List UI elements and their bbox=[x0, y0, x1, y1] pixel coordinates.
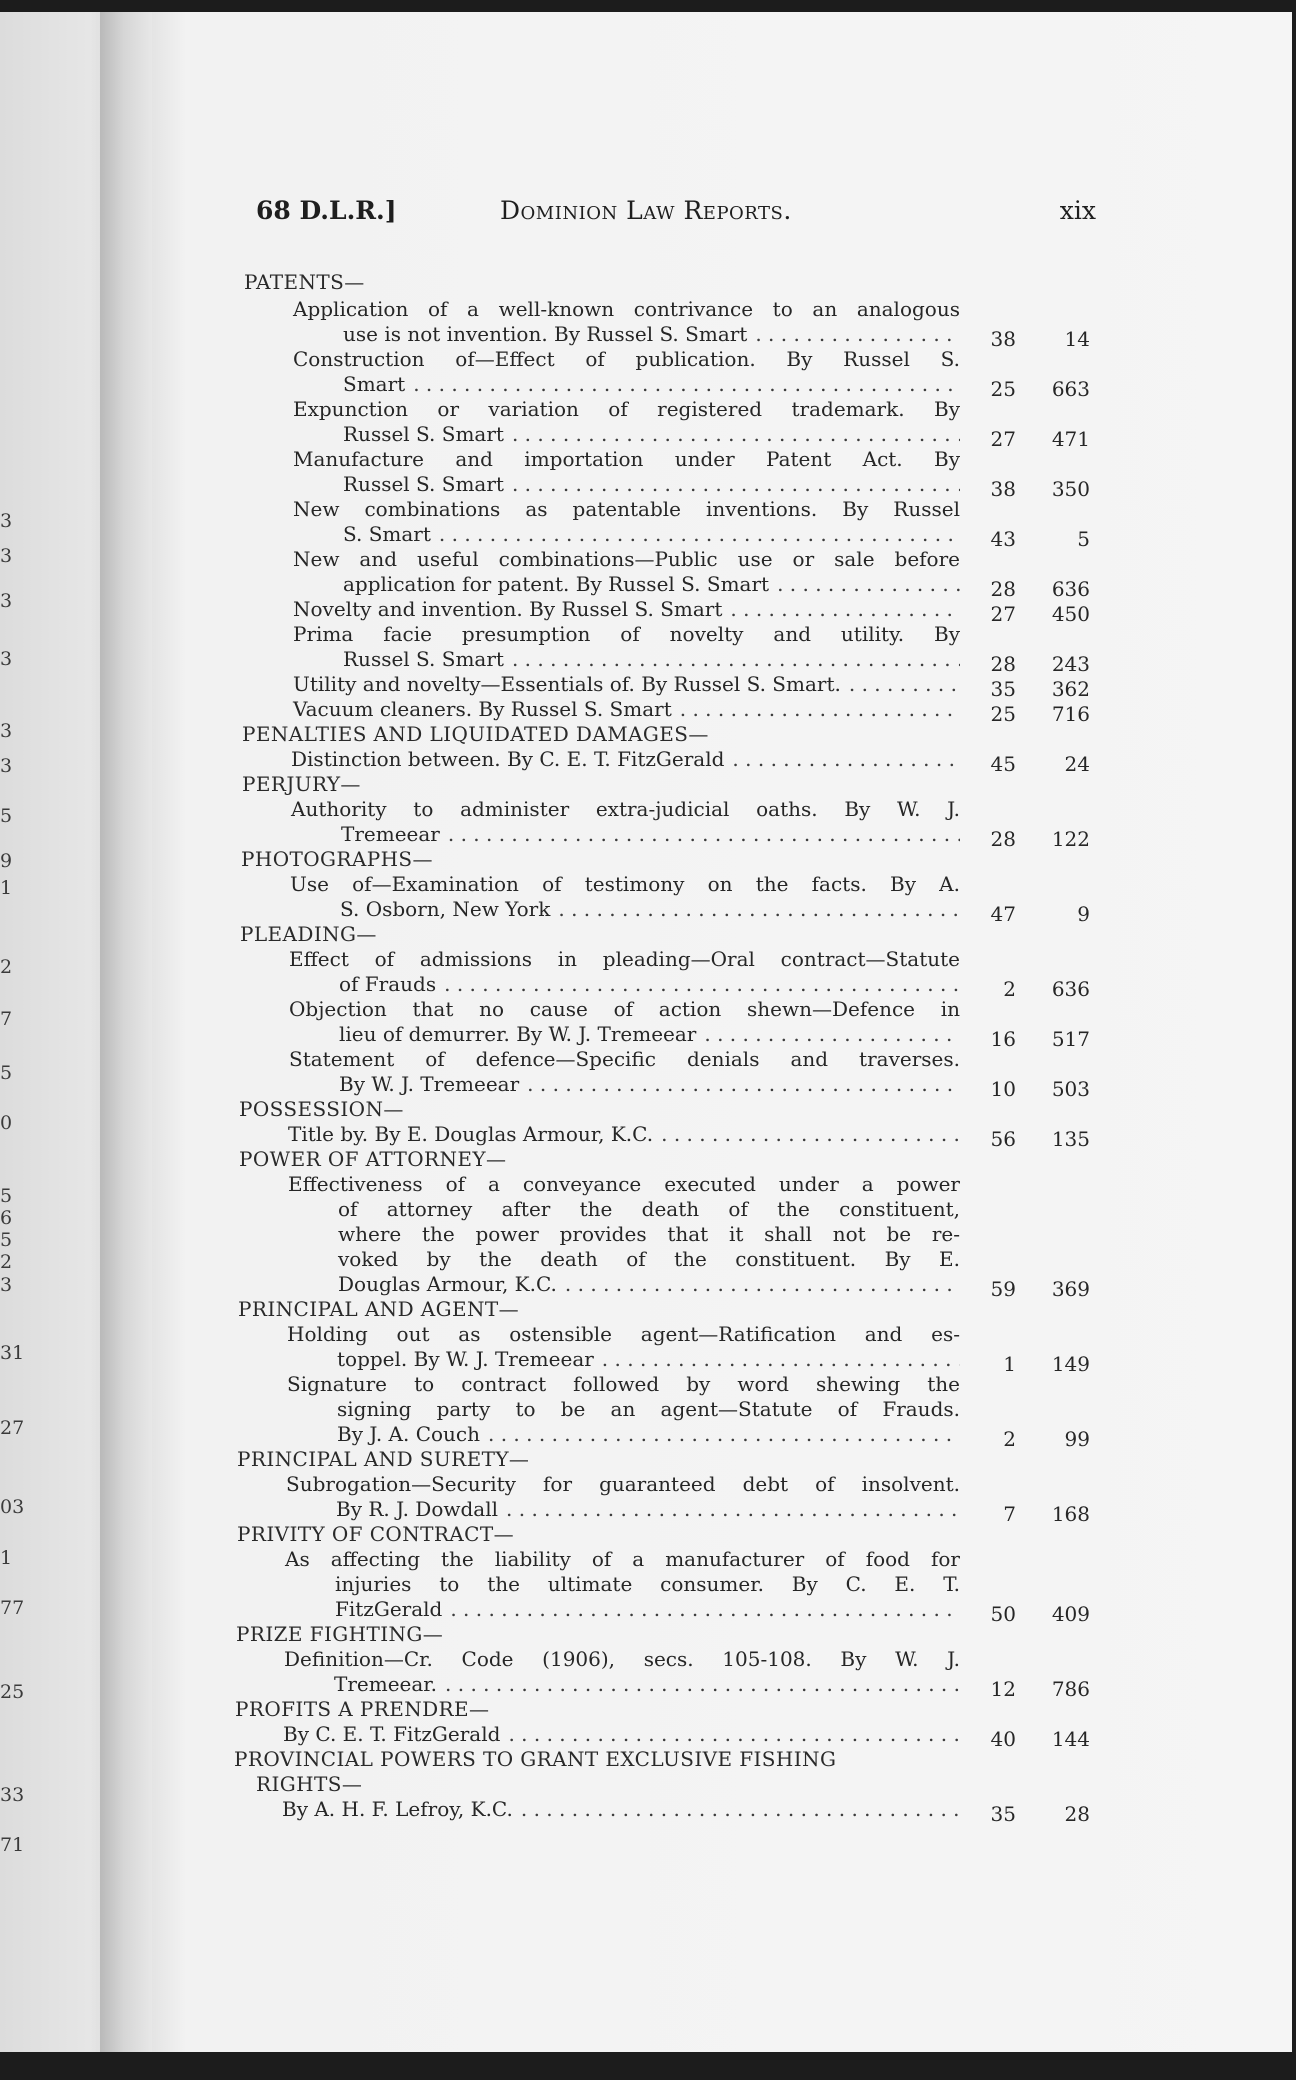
entry-line bbox=[293, 597, 960, 622]
page-reference: 168 bbox=[1051, 1502, 1090, 1526]
page-reference: 144 bbox=[1051, 1727, 1090, 1751]
volume-number: 28 bbox=[990, 577, 1016, 601]
leader-dots bbox=[444, 972, 960, 997]
entry-line: where the power provides that it shall not be re- bbox=[338, 1222, 960, 1246]
entry-line bbox=[293, 372, 960, 397]
page-reference: 636 bbox=[1051, 977, 1090, 1001]
leader-dots bbox=[508, 1722, 960, 1747]
volume-number: 1 bbox=[1003, 1352, 1016, 1376]
subject-heading bbox=[237, 1522, 514, 1547]
volume-number: 47 bbox=[990, 902, 1016, 926]
subject-heading-text: PRIVITY OF CONTRACT— bbox=[237, 1522, 514, 1546]
facing-page-fragment: 3 bbox=[0, 648, 13, 670]
facing-page-fragment: 7 bbox=[0, 1008, 13, 1030]
entry-line: of attorney after the death of the constituent, bbox=[338, 1197, 960, 1221]
index-entry bbox=[285, 1547, 960, 1622]
volume-number: 59 bbox=[990, 1277, 1016, 1301]
facing-page-fragment: 2 bbox=[0, 956, 13, 978]
page-reference: 350 bbox=[1051, 477, 1090, 501]
index-entry bbox=[287, 1372, 960, 1447]
volume-number: 38 bbox=[990, 477, 1016, 501]
volume-number: 56 bbox=[990, 1127, 1016, 1151]
page-reference: 409 bbox=[1051, 1602, 1090, 1626]
subject-heading-text: PLEADING— bbox=[240, 922, 377, 946]
index-entry bbox=[293, 397, 960, 447]
volume-number: 27 bbox=[990, 602, 1016, 626]
facing-page-fragment: 03 bbox=[0, 1496, 25, 1518]
leader-dots bbox=[680, 697, 960, 722]
facing-page-fragment: 77 bbox=[0, 1597, 25, 1619]
subject-heading-text: POSSESSION— bbox=[239, 1097, 404, 1121]
leader-dots bbox=[512, 472, 960, 497]
entry-line bbox=[286, 1497, 960, 1522]
leader-dots bbox=[777, 572, 960, 597]
leader-dots bbox=[849, 672, 960, 697]
facing-page-fragment: 3 bbox=[0, 545, 13, 567]
volume-number: 2 bbox=[1003, 977, 1016, 1001]
entry-line bbox=[287, 1347, 960, 1372]
entry-line: Signature to contract followed by word shewing the bbox=[287, 1372, 960, 1396]
entry-line: injuries to the ultimate consumer. By C. E. T. bbox=[335, 1572, 960, 1596]
page-reference: 24 bbox=[1064, 752, 1090, 776]
entry-line bbox=[293, 697, 960, 722]
page-reference: 149 bbox=[1051, 1352, 1090, 1376]
entry-line-text: use is not invention. By Russel S. Smart bbox=[343, 322, 748, 346]
page-reference: 5 bbox=[1077, 527, 1090, 551]
entry-line bbox=[288, 1122, 960, 1147]
facing-page-fragment: 1 bbox=[0, 1547, 13, 1569]
entry-line: Holding out as ostensible agent—Ratification and es- bbox=[287, 1322, 960, 1346]
entry-line-text: By A. H. F. Lefroy, K.C. bbox=[282, 1797, 513, 1821]
entry-line: Application of a well-known contrivance to an analogous bbox=[293, 297, 960, 321]
page-reference: 362 bbox=[1051, 677, 1090, 701]
subject-heading-text: PROFITS A PRENDRE— bbox=[235, 1697, 490, 1721]
entry-line: New and useful combinations—Public use or sale before bbox=[293, 547, 960, 571]
entry-line bbox=[293, 422, 960, 447]
subject-heading bbox=[235, 1697, 489, 1722]
entry-line-text: Distinction between. By C. E. T. FitzGerald bbox=[291, 747, 725, 771]
entry-line bbox=[293, 647, 960, 672]
entry-line: voked by the death of the constituent. By E. bbox=[338, 1247, 960, 1271]
entry-line bbox=[284, 1672, 960, 1697]
facing-page-fragment: 3 bbox=[0, 590, 13, 612]
entry-line bbox=[293, 522, 960, 547]
index-entry bbox=[293, 547, 960, 597]
index-entry bbox=[293, 597, 960, 622]
entry-line-text: Russel S. Smart bbox=[343, 422, 504, 446]
entry-line: Authority to administer extra-judicial oaths. By W. J. bbox=[291, 797, 960, 821]
entry-line-text: Douglas Armour, K.C. bbox=[338, 1272, 557, 1296]
subject-heading-text: PRINCIPAL AND SURETY— bbox=[237, 1447, 530, 1471]
entry-line bbox=[285, 1597, 960, 1622]
entry-line-text: S. Osborn, New York bbox=[340, 897, 551, 921]
entry-line: Statement of defence—Specific denials and traverses. bbox=[289, 1047, 960, 1071]
leader-dots bbox=[413, 372, 960, 397]
index-entry bbox=[289, 947, 960, 997]
entry-line: signing party to be an agent—Statute of Frauds. bbox=[337, 1397, 960, 1421]
index-entry bbox=[283, 1722, 960, 1747]
index-entry bbox=[284, 1647, 960, 1697]
facing-page-fragment: 3 bbox=[0, 1274, 13, 1296]
entry-line-text: Tremeear. bbox=[334, 1672, 438, 1696]
entry-line bbox=[293, 322, 960, 347]
volume-number: 40 bbox=[990, 1727, 1016, 1751]
entry-line-text: Smart bbox=[343, 372, 406, 396]
entry-line-text: Russel S. Smart bbox=[343, 472, 504, 496]
page-reference: 471 bbox=[1051, 427, 1090, 451]
entry-line: As affecting the liability of a manufacturer of food for bbox=[285, 1547, 960, 1571]
index-entry bbox=[289, 1047, 960, 1097]
index-entry bbox=[293, 497, 960, 547]
page-reference: 369 bbox=[1051, 1277, 1090, 1301]
entry-line bbox=[290, 897, 960, 922]
page-reference: 786 bbox=[1051, 1677, 1090, 1701]
entry-line: Construction of—Effect of publication. By Russel S. bbox=[293, 347, 960, 371]
subject-heading bbox=[244, 270, 365, 295]
page-reference: 122 bbox=[1051, 827, 1090, 851]
leader-dots bbox=[704, 1022, 960, 1047]
entry-line-text: Title by. By E. Douglas Armour, K.C. bbox=[288, 1122, 654, 1146]
leader-dots bbox=[445, 1672, 960, 1697]
entry-line-text: Utility and novelty—Essentials of. By Russel S. Smart. bbox=[293, 672, 841, 696]
leader-dots bbox=[512, 422, 960, 447]
entry-line bbox=[282, 1797, 960, 1822]
index-entry bbox=[293, 672, 960, 697]
page-reference: 716 bbox=[1051, 702, 1090, 726]
entry-line: Use of—Examination of testimony on the facts. By A. bbox=[290, 872, 960, 896]
volume-number: 28 bbox=[990, 652, 1016, 676]
leader-dots bbox=[558, 897, 960, 922]
facing-page-fragment: 3 bbox=[0, 510, 13, 532]
entry-line bbox=[293, 672, 960, 697]
entry-line-text: Vacuum cleaners. By Russel S. Smart bbox=[293, 697, 672, 721]
facing-page-fragment: 3 bbox=[0, 720, 13, 742]
entry-line: Definition—Cr. Code (1906), secs. 105-108. By W. J. bbox=[284, 1647, 960, 1671]
index-entry bbox=[289, 997, 960, 1047]
facing-page-fragment: 5 bbox=[0, 1062, 13, 1084]
subject-heading-text: PHOTOGRAPHS— bbox=[241, 847, 433, 871]
volume-number: 2 bbox=[1003, 1427, 1016, 1451]
subject-heading bbox=[236, 1622, 443, 1647]
volume-number: 25 bbox=[990, 377, 1016, 401]
entry-line-text: By C. E. T. FitzGerald bbox=[283, 1722, 501, 1746]
facing-page-fragment: 25 bbox=[0, 1681, 25, 1703]
index-entry bbox=[293, 447, 960, 497]
entry-line: Prima facie presumption of novelty and utility. By bbox=[293, 622, 960, 646]
volume-number: 7 bbox=[1003, 1502, 1016, 1526]
leader-dots bbox=[732, 747, 960, 772]
subject-heading-continuation: RIGHTS— bbox=[256, 1772, 363, 1796]
publication-title: Dominion Law Reports. bbox=[500, 196, 792, 225]
facing-page-fragment: 5 bbox=[0, 1229, 13, 1251]
entry-line bbox=[291, 822, 960, 847]
subject-heading-text: PRIZE FIGHTING— bbox=[236, 1622, 444, 1646]
leader-dots bbox=[450, 1597, 960, 1622]
facing-page-fragment: 31 bbox=[0, 1342, 25, 1364]
leader-dots bbox=[506, 1497, 960, 1522]
leader-dots bbox=[565, 1272, 960, 1297]
volume-citation: 68 D.L.R.] bbox=[256, 196, 397, 225]
subject-heading bbox=[241, 847, 433, 872]
facing-page-fragment: 71 bbox=[0, 1834, 25, 1856]
page-reference: 663 bbox=[1051, 377, 1090, 401]
leader-dots bbox=[661, 1122, 960, 1147]
entry-line bbox=[289, 972, 960, 997]
volume-number: 12 bbox=[990, 1677, 1016, 1701]
index-entry bbox=[288, 1172, 960, 1297]
leader-dots bbox=[521, 1797, 960, 1822]
subject-heading bbox=[242, 772, 361, 797]
entry-line-text: lieu of demurrer. By W. J. Tremeear bbox=[339, 1022, 697, 1046]
volume-number: 45 bbox=[990, 752, 1016, 776]
subject-heading bbox=[239, 1147, 506, 1172]
page-reference: 503 bbox=[1051, 1077, 1090, 1101]
index-entry bbox=[282, 1797, 960, 1822]
index-entry bbox=[293, 697, 960, 722]
entry-line-text: of Frauds bbox=[339, 972, 437, 996]
subject-heading-text: POWER OF ATTORNEY— bbox=[239, 1147, 507, 1171]
volume-number: 10 bbox=[990, 1077, 1016, 1101]
entry-line: Effect of admissions in pleading—Oral contract—Statute bbox=[289, 947, 960, 971]
page-reference: 28 bbox=[1064, 1802, 1090, 1826]
entry-line bbox=[283, 1722, 960, 1747]
page-reference: 99 bbox=[1064, 1427, 1090, 1451]
subject-heading bbox=[237, 1447, 529, 1472]
subject-heading-text: PENALTIES AND LIQUIDATED DAMAGES— bbox=[242, 722, 709, 746]
entry-line bbox=[289, 1072, 960, 1097]
entry-line-text: application for patent. By Russel S. Smart bbox=[343, 572, 770, 596]
subject-heading bbox=[234, 1747, 836, 1797]
index-entry bbox=[287, 1322, 960, 1372]
facing-page-fragment: 27 bbox=[0, 1417, 25, 1439]
facing-page-fragment: 9 bbox=[0, 850, 13, 872]
subject-heading-text: PRINCIPAL AND AGENT— bbox=[238, 1297, 520, 1321]
facing-page-fragment: 1 bbox=[0, 877, 13, 899]
volume-number: 25 bbox=[990, 702, 1016, 726]
volume-number: 50 bbox=[990, 1602, 1016, 1626]
subject-heading-text: PERJURY— bbox=[242, 772, 361, 796]
entry-line-text: By W. J. Tremeear bbox=[339, 1072, 520, 1096]
page-number: xix bbox=[1059, 196, 1096, 225]
subject-heading bbox=[239, 1097, 404, 1122]
facing-page-fragment: 0 bbox=[0, 1112, 13, 1134]
index-entry bbox=[293, 297, 960, 347]
entry-line-text: S. Smart bbox=[343, 522, 431, 546]
index-entry bbox=[291, 747, 960, 772]
page-reference: 450 bbox=[1051, 602, 1090, 626]
leader-dots bbox=[439, 522, 960, 547]
facing-page-fragment: 6 bbox=[0, 1207, 13, 1229]
entry-line bbox=[289, 1022, 960, 1047]
page-reference: 9 bbox=[1077, 902, 1090, 926]
facing-page-fragment: 33 bbox=[0, 1784, 25, 1806]
entry-line: Subrogation—Security for guaranteed debt of insolvent. bbox=[286, 1472, 960, 1496]
subject-heading-text: PROVINCIAL POWERS TO GRANT EXCLUSIVE FISHING bbox=[234, 1747, 837, 1771]
volume-number: 28 bbox=[990, 827, 1016, 851]
entry-line-text: toppel. By W. J. Tremeear bbox=[337, 1347, 594, 1371]
entry-line: Manufacture and importation under Patent Act. By bbox=[293, 447, 960, 471]
leader-dots bbox=[730, 597, 960, 622]
page-reference: 243 bbox=[1051, 652, 1090, 676]
entry-line bbox=[291, 747, 960, 772]
entry-line-text: By J. A. Couch bbox=[337, 1422, 480, 1446]
entry-line: Effectiveness of a conveyance executed under a power bbox=[288, 1172, 960, 1196]
page-reference: 517 bbox=[1051, 1027, 1090, 1051]
facing-page-fragment: 3 bbox=[0, 755, 13, 777]
subject-heading bbox=[240, 922, 377, 947]
entry-line bbox=[288, 1272, 960, 1297]
page-reference: 636 bbox=[1051, 577, 1090, 601]
leader-dots bbox=[488, 1422, 960, 1447]
facing-page-fragment: 5 bbox=[0, 805, 13, 827]
subject-heading bbox=[242, 722, 709, 747]
volume-number: 35 bbox=[990, 677, 1016, 701]
index-entry bbox=[293, 622, 960, 672]
volume-number: 27 bbox=[990, 427, 1016, 451]
subject-heading bbox=[238, 1297, 519, 1322]
entry-line: Objection that no cause of action shewn—Defence in bbox=[289, 997, 960, 1021]
entry-line-text: By R. J. Dowdall bbox=[336, 1497, 499, 1521]
volume-number: 35 bbox=[990, 1802, 1016, 1826]
index-entry bbox=[288, 1122, 960, 1147]
index-entry bbox=[286, 1472, 960, 1522]
entry-line bbox=[293, 572, 960, 597]
volume-number: 38 bbox=[990, 327, 1016, 351]
entry-line-text: Novelty and invention. By Russel S. Smart bbox=[293, 597, 723, 621]
subject-heading-text: PATENTS— bbox=[244, 270, 365, 294]
leader-dots bbox=[527, 1072, 960, 1097]
volume-number: 43 bbox=[990, 527, 1016, 551]
facing-page-fragment: 2 bbox=[0, 1251, 13, 1273]
volume-number: 16 bbox=[990, 1027, 1016, 1051]
leader-dots bbox=[755, 322, 960, 347]
leader-dots bbox=[512, 647, 960, 672]
facing-page-fragment: 5 bbox=[0, 1185, 13, 1207]
index-entry bbox=[293, 347, 960, 397]
entry-line: New combinations as patentable inventions. By Russel bbox=[293, 497, 960, 521]
entry-line-text: Russel S. Smart bbox=[343, 647, 504, 671]
entry-line bbox=[287, 1422, 960, 1447]
entry-line: Expunction or variation of registered trademark. By bbox=[293, 397, 960, 421]
leader-dots bbox=[602, 1347, 960, 1372]
entry-line-text: FitzGerald bbox=[335, 1597, 443, 1621]
entry-line bbox=[293, 472, 960, 497]
page-reference: 14 bbox=[1064, 327, 1090, 351]
entry-line-text: Tremeear bbox=[341, 822, 440, 846]
index-entry bbox=[290, 872, 960, 922]
page-reference: 135 bbox=[1051, 1127, 1090, 1151]
index-entry bbox=[291, 797, 960, 847]
leader-dots bbox=[448, 822, 960, 847]
